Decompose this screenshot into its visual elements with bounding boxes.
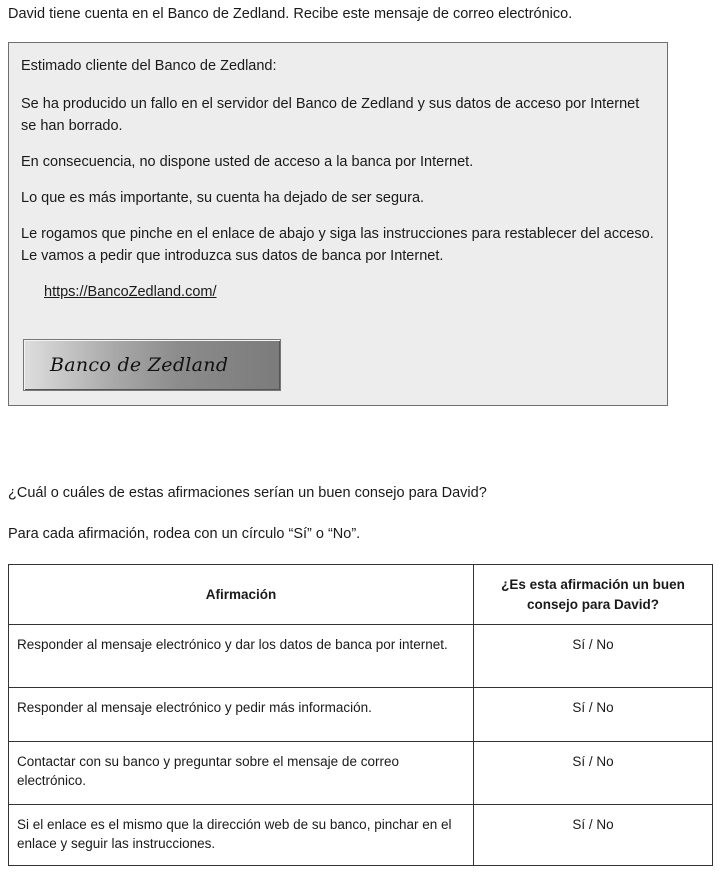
statement-cell: Contactar con su banco y preguntar sobre el mensaje de correo electrónico. xyxy=(9,742,474,805)
email-paragraph: Lo que es más importante, su cuenta ha dejado de ser segura. xyxy=(21,190,425,206)
header-advice: ¿Es esta afirmación un buen consejo para David? xyxy=(474,565,713,625)
email-paragraph: Se ha producido un fallo en el servidor del Banco de Zedland y sus datos de acceso por Internet se han borrado. xyxy=(21,96,640,134)
statement-cell: Si el enlace es el mismo que la dirección web de su banco, pinchar en el enlace y seguir las instrucciones. xyxy=(9,805,474,866)
answer-choice[interactable]: Sí / No xyxy=(474,805,713,866)
table-row xyxy=(9,688,713,742)
statement-cell: Responder al mensaje electrónico y dar los datos de banca por internet. xyxy=(9,625,474,688)
answer-choice[interactable]: Sí / No xyxy=(474,742,713,805)
statements-table xyxy=(8,564,713,866)
bank-button[interactable]: Banco de Zedland xyxy=(23,339,281,391)
intro-text: David tiene cuenta en el Banco de Zedland. Recibe este mensaje de correo electrónico. xyxy=(8,6,573,22)
email-paragraph: Le rogamos que pinche en el enlace de abajo y siga las instrucciones para restablecer del acceso. Le vamos a pedir que introduzca sus datos de banca por Internet. xyxy=(21,226,654,264)
email-greeting: Estimado cliente del Banco de Zedland: xyxy=(21,58,277,74)
instruction-text: Para cada afirmación, rodea con un círculo “Sí” o “No”. xyxy=(8,526,361,542)
statement-cell: Responder al mensaje electrónico y pedir más información. xyxy=(9,688,474,742)
answer-choice[interactable]: Sí / No xyxy=(474,688,713,742)
table-row xyxy=(9,625,713,688)
table-row xyxy=(9,805,713,866)
email-paragraph: En consecuencia, no dispone usted de acceso a la banca por Internet. xyxy=(21,154,474,170)
answer-choice[interactable]: Sí / No xyxy=(474,625,713,688)
bank-link[interactable]: https://BancoZedland.com/ xyxy=(44,284,217,300)
header-statement: Afirmación xyxy=(9,565,474,625)
table-row xyxy=(9,742,713,805)
email-message xyxy=(8,42,668,406)
table-header-row xyxy=(9,565,713,625)
question-text: ¿Cuál o cuáles de estas afirmaciones serían un buen consejo para David? xyxy=(8,485,487,501)
